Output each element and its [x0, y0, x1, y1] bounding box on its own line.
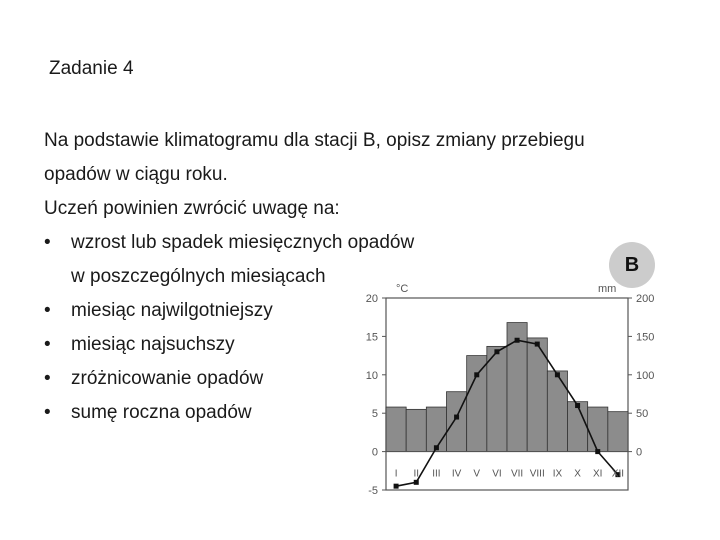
- left-axis-unit: °C: [396, 283, 409, 295]
- precipitation-bar: [386, 407, 406, 452]
- temperature-point: [555, 372, 560, 377]
- bullet-dot: •: [44, 368, 51, 389]
- bullet-text-continuation: w poszczególnych miesiącach: [71, 266, 326, 287]
- temperature-point: [575, 403, 580, 408]
- temperature-point: [394, 484, 399, 489]
- intro-line-1: Na podstawie klimatogramu dla stacji B, opisz zmiany przebiegu: [44, 130, 585, 151]
- precipitation-bar: [426, 407, 446, 452]
- bullet-text: zróżnicowanie opadów: [71, 368, 264, 389]
- right-axis-tick-label: 50: [636, 408, 649, 421]
- intro-line-2: opadów w ciągu roku.: [44, 164, 228, 185]
- precipitation-bar: [547, 371, 567, 452]
- temperature-point: [595, 449, 600, 454]
- bullet-text: wzrost lub spadek miesięcznych opadów: [71, 232, 415, 253]
- month-label: VII: [510, 468, 524, 480]
- month-label: VIII: [529, 468, 545, 480]
- left-axis-tick-label: 0: [371, 446, 378, 459]
- precipitation-bar: [487, 346, 507, 451]
- bullet-text: sumę roczna opadów: [71, 402, 252, 423]
- bullet-text: miesiąc najwilgotniejszy: [71, 300, 273, 321]
- right-axis-unit: mm: [598, 283, 617, 295]
- intro-line-3: Uczeń powinien zwrócić uwagę na:: [44, 198, 340, 219]
- precipitation-bar: [608, 412, 628, 452]
- left-axis-tick-label: 20: [365, 293, 378, 305]
- right-axis-tick-label: 0: [636, 446, 643, 459]
- temperature-point: [454, 415, 459, 420]
- bullet-dot: •: [44, 334, 51, 355]
- bullet-dot: •: [44, 402, 51, 423]
- month-label: IX: [552, 468, 563, 480]
- left-axis-tick-label: -5: [368, 485, 378, 497]
- month-label: IV: [451, 468, 462, 480]
- month-label: XII: [611, 468, 625, 480]
- temperature-point: [414, 480, 419, 485]
- station-badge: B: [609, 242, 655, 288]
- slide-title: Zadanie 4: [49, 58, 134, 79]
- temperature-point: [515, 338, 520, 343]
- temperature-point: [474, 372, 479, 377]
- month-label: V: [473, 468, 481, 480]
- right-axis-tick-label: 100: [636, 369, 655, 382]
- bullet-dot: •: [44, 232, 51, 253]
- precipitation-bar: [467, 356, 487, 452]
- right-axis-tick-label: 200: [636, 293, 655, 305]
- climatogram: [356, 276, 666, 504]
- temperature-point: [434, 445, 439, 450]
- left-axis-tick-label: 15: [365, 331, 378, 344]
- month-label: II: [413, 468, 420, 480]
- right-axis-tick-label: 150: [636, 331, 655, 344]
- precipitation-bar: [568, 402, 588, 452]
- month-label: I: [394, 468, 398, 480]
- left-axis-tick-label: 10: [365, 369, 378, 382]
- climatogram-svg: [356, 276, 666, 504]
- left-axis-tick-label: 5: [371, 408, 378, 421]
- month-label: VI: [492, 468, 502, 480]
- temperature-point: [494, 349, 499, 354]
- bullet-dot: •: [44, 300, 51, 321]
- precipitation-bar: [406, 409, 426, 451]
- bullet-text: miesiąc najsuchszy: [71, 334, 235, 355]
- month-label: XI: [593, 468, 603, 480]
- month-label: X: [574, 468, 581, 480]
- month-label: III: [432, 468, 441, 480]
- precipitation-bar: [588, 407, 608, 452]
- temperature-point: [535, 342, 540, 347]
